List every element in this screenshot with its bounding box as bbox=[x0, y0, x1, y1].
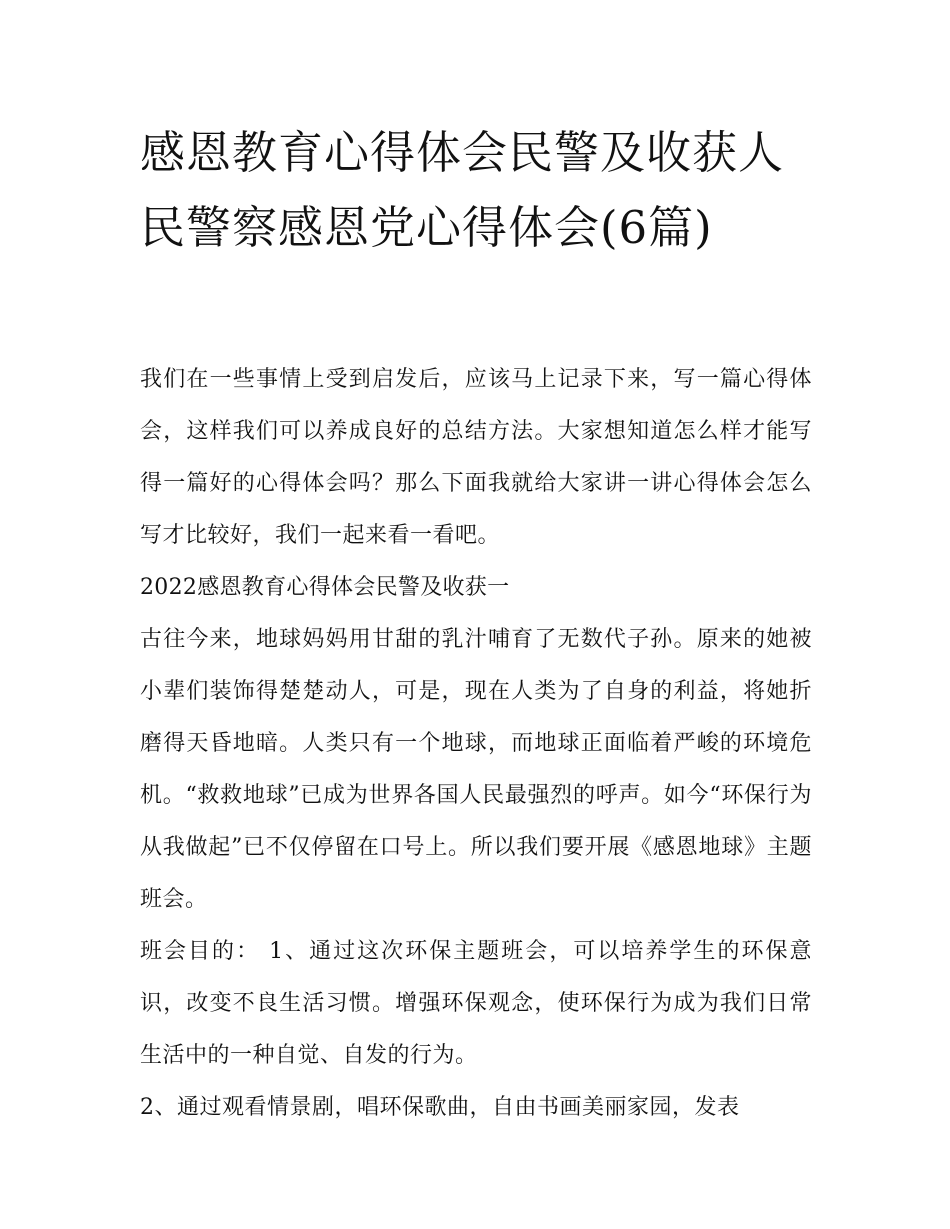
document-title: 感恩教育心得体会民警及收获人民警察感恩党心得体会(6篇) bbox=[140, 126, 785, 254]
body-paragraph-2: 班会目的： 1、通过这次环保主题班会，可以培养学生的环保意识，改变不良生活习惯。增强环保观念，使环保行为成为我们日常生活中的一种自觉、自发的行为。 bbox=[140, 939, 812, 1068]
intro-paragraph: 我们在一些事情上受到启发后，应该马上记录下来，写一篇心得体会，这样我们可以养成良好的总结方法。大家想知道怎么样才能写得一篇好的心得体会吗？那么下面我就给大家讲一讲心得体会怎么写才比较好，我们一起来看一看吧。 bbox=[140, 367, 812, 548]
document-body bbox=[140, 354, 812, 1134]
body-paragraph-3: 2、通过观看情景剧，唱环保歌曲，自由书画美丽家园，发表 bbox=[140, 1095, 740, 1120]
section-heading: 2022感恩教育心得体会民警及收获一 bbox=[140, 575, 510, 600]
body-paragraph-1: 古往今来，地球妈妈用甘甜的乳汁哺育了无数代子孙。原来的她被小辈们装饰得楚楚动人，可是，现在人类为了自身的利益，将她折磨得天昏地暗。人类只有一个地球，而地球正面临着严峻的环境危机。“救救地球”已成为世界各国人民最强烈的呼声。如今“环保行为从我做起”已不仅停留在口号上。所以我们要开展《感恩地球》主题班会。 bbox=[140, 627, 812, 912]
